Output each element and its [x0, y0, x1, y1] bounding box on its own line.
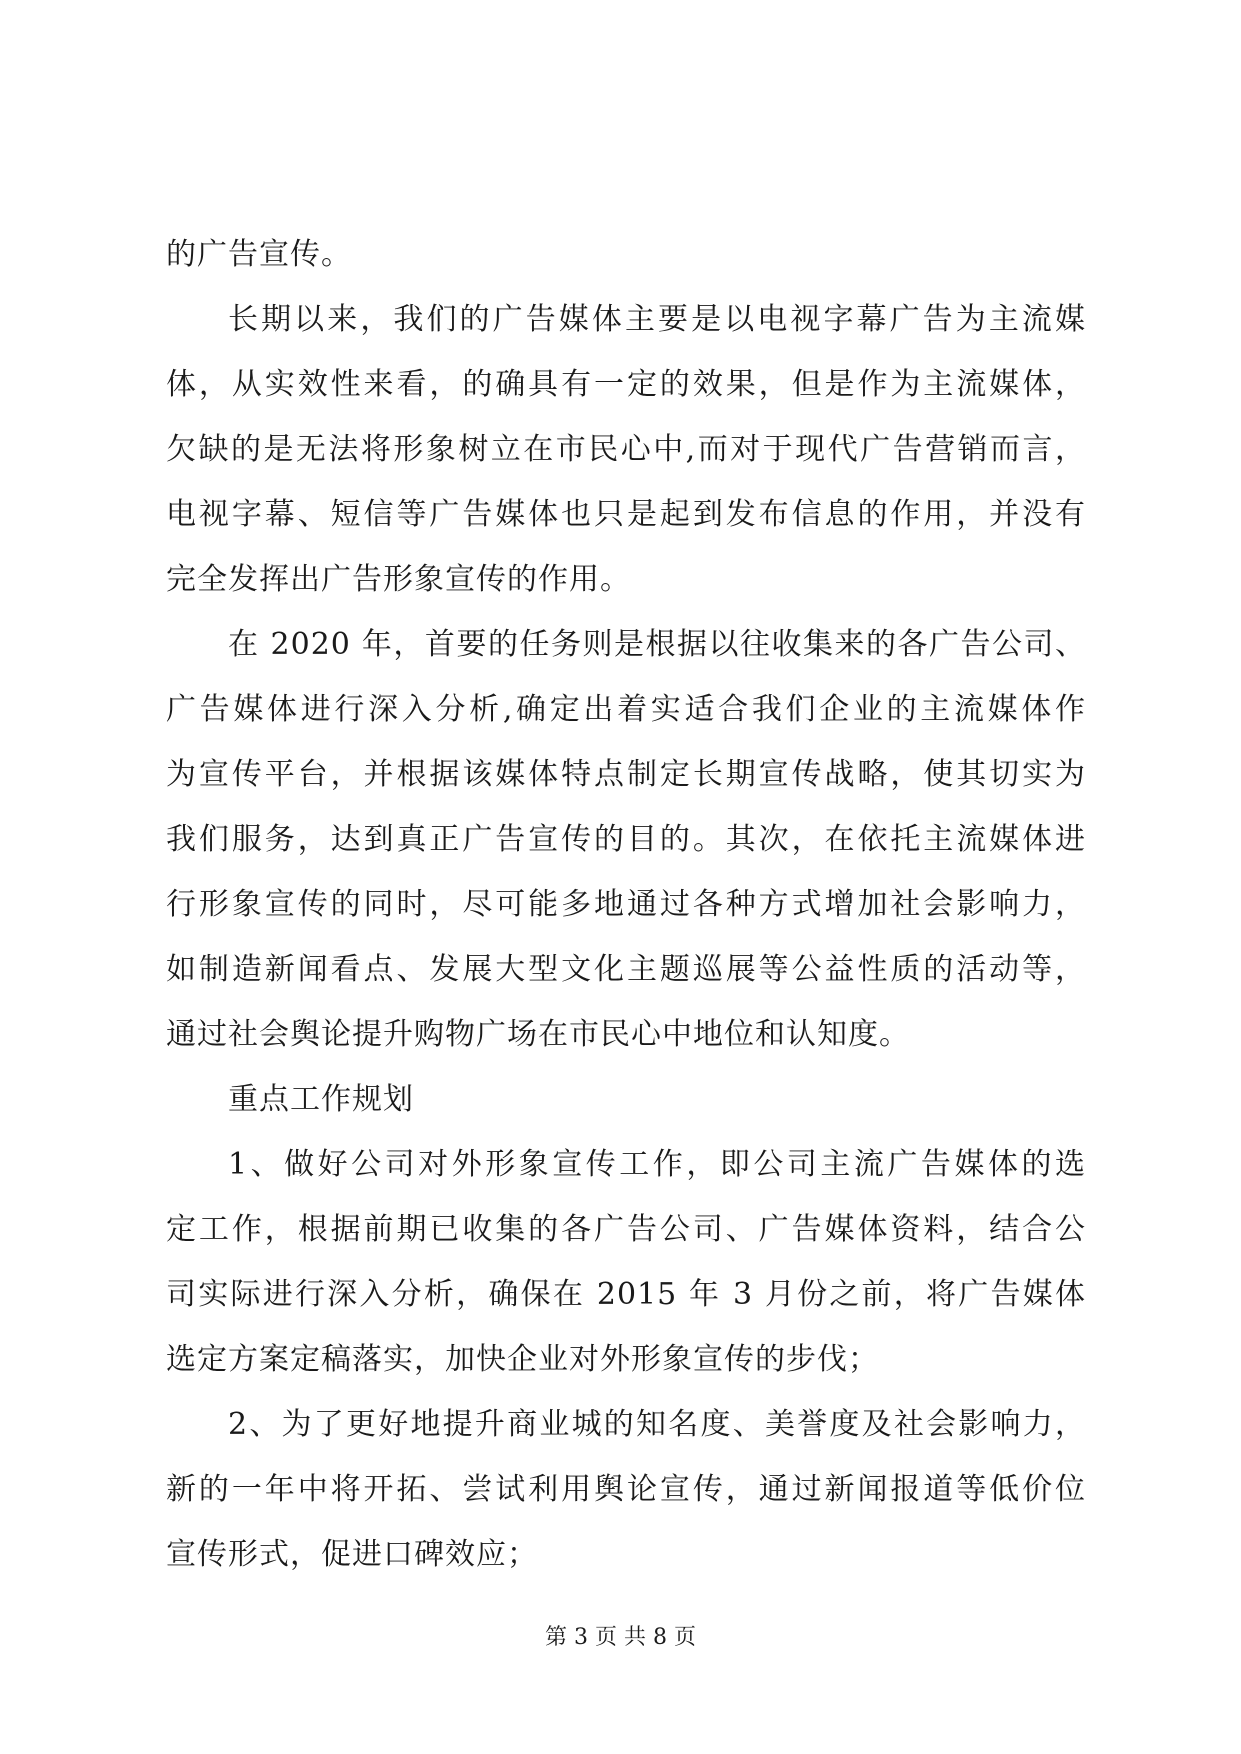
section-heading: 重点工作规划	[228, 1082, 414, 1117]
paragraph-line: 新的一年中将开拓、尝试利用舆论宣传，通过新闻报道等低价位	[166, 1472, 1086, 1507]
paragraph-line: 长期以来，我们的广告媒体主要是以电视字幕广告为主流媒	[228, 302, 1086, 337]
paragraph-line: 的广告宣传。	[166, 237, 352, 272]
paragraph-line: 司实际进行深入分析，确保在 2015 年 3 月份之前，将广告媒体	[166, 1277, 1086, 1312]
paragraph-line: 体，从实效性来看，的确具有一定的效果，但是作为主流媒体，	[166, 367, 1086, 402]
page-number-footer: 第 3 页 共 8 页	[545, 1625, 696, 1650]
paragraph-line: 广告媒体进行深入分析,确定出着实适合我们企业的主流媒体作	[166, 692, 1086, 727]
paragraph-line: 为宣传平台，并根据该媒体特点制定长期宣传战略，使其切实为	[166, 757, 1086, 792]
paragraph-line: 定工作，根据前期已收集的各广告公司、广告媒体资料，结合公	[166, 1212, 1086, 1247]
paragraph-line: 我们服务，达到真正广告宣传的目的。其次，在依托主流媒体进	[166, 822, 1086, 857]
paragraph-line: 行形象宣传的同时，尽可能多地通过各种方式增加社会影响力，	[166, 887, 1086, 922]
paragraph-line: 2、为了更好地提升商业城的知名度、美誉度及社会影响力，	[228, 1407, 1086, 1442]
paragraph-line: 宣传形式，促进口碑效应；	[166, 1537, 538, 1572]
paragraph-line: 欠缺的是无法将形象树立在市民心中,而对于现代广告营销而言，	[166, 432, 1086, 467]
paragraph-line: 1、做好公司对外形象宣传工作，即公司主流广告媒体的选	[228, 1147, 1086, 1182]
paragraph-line: 通过社会舆论提升购物广场在市民心中地位和认知度。	[166, 1017, 910, 1052]
paragraph-line: 如制造新闻看点、发展大型文化主题巡展等公益性质的活动等，	[166, 952, 1086, 987]
document-body	[166, 222, 1086, 1587]
paragraph-line: 选定方案定稿落实，加快企业对外形象宣传的步伐；	[166, 1342, 879, 1377]
paragraph-line: 在 2020 年，首要的任务则是根据以往收集来的各广告公司、	[228, 627, 1086, 662]
paragraph-line: 电视字幕、短信等广告媒体也只是起到发布信息的作用，并没有	[166, 497, 1086, 532]
paragraph-line: 完全发挥出广告形象宣传的作用。	[166, 562, 631, 597]
